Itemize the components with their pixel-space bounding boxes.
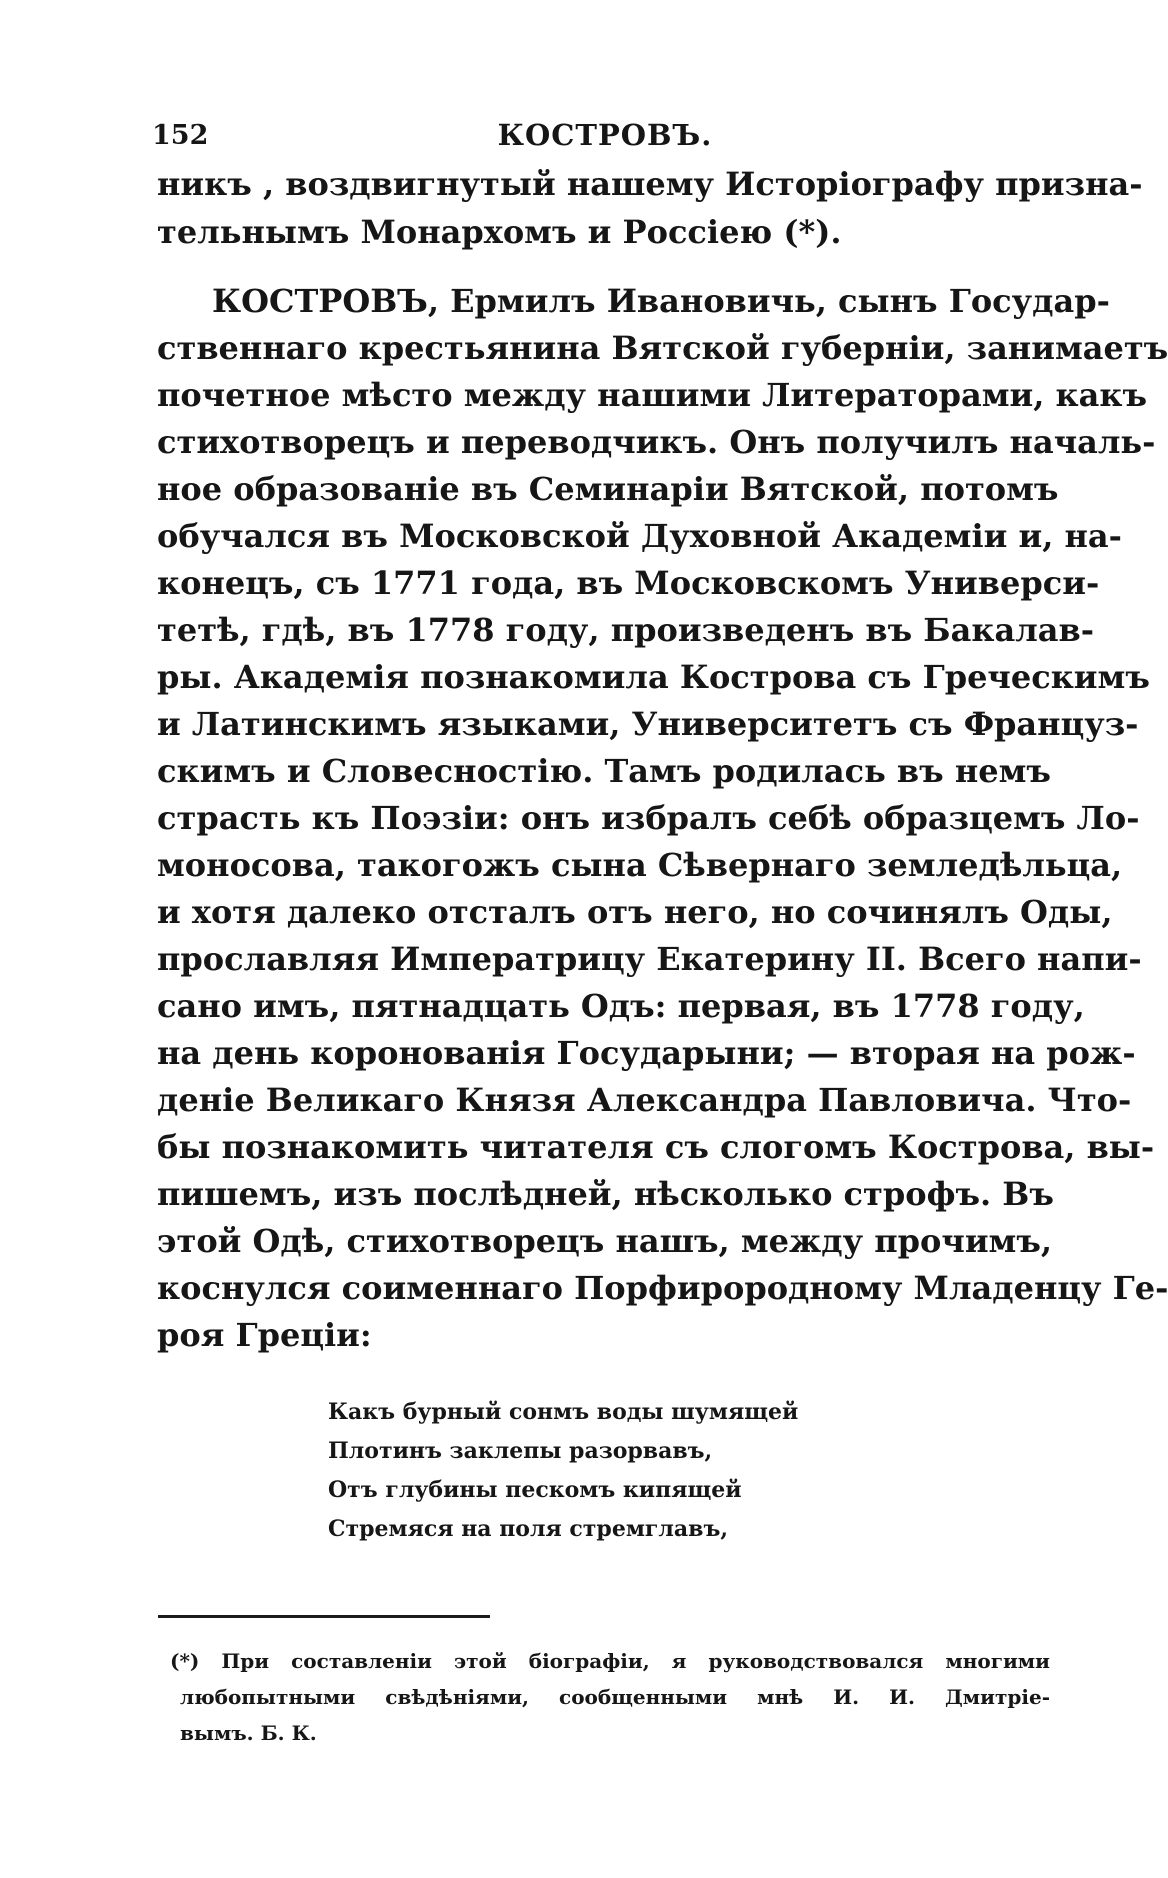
- text-line: ры. Академія познакомила Кострова съ Греческимъ: [157, 658, 1150, 696]
- footnote-divider: [158, 1615, 490, 1618]
- text-line: этой Одѣ, стихотворецъ нашъ, между прочимъ,: [157, 1222, 1053, 1260]
- text-line: ственнаго крестьянина Вятской губерніи, занимаетъ: [157, 329, 1168, 367]
- verse-line: Отъ глубины пескомъ кипящей: [328, 1477, 742, 1503]
- footnote-line: (*) При составленіи этой біографіи, я руководствовался многими: [170, 1649, 1050, 1673]
- text-line: сано имъ, пятнадцать Одъ: первая, въ 1778 году,: [157, 987, 1085, 1025]
- text-line: на день коронованія Государыни; — вторая на рож-: [157, 1034, 1136, 1072]
- verse-line: Стремяся на поля стремглавъ,: [328, 1516, 728, 1542]
- text-line: скимъ и Словесностію. Тамъ родилась въ немъ: [157, 752, 1051, 790]
- verse-line: Какъ бурный сонмъ воды шумящей: [328, 1399, 799, 1425]
- text-line: обучался въ Московской Духовной Академіи и, на-: [157, 517, 1122, 555]
- text-line: страсть къ Поэзіи: онъ избралъ себѣ образцемъ Ло-: [157, 799, 1140, 837]
- text-line: деніе Великаго Князя Александра Павловича. Что-: [157, 1081, 1132, 1119]
- footnote-line: вымъ. Б. К.: [180, 1721, 317, 1745]
- text-line: и хотя далеко отсталъ отъ него, но сочинялъ Оды,: [157, 893, 1113, 931]
- text-line: бы познакомить читателя съ слогомъ Кострова, вы-: [157, 1128, 1155, 1166]
- running-title: КОСТРОВЪ.: [497, 118, 713, 152]
- text-line: коснулся соименнаго Порфирородному Младенцу Ге-: [157, 1269, 1168, 1307]
- text-line: почетное мѣсто между нашими Литераторами, какъ: [157, 376, 1148, 414]
- text-line: КОСТРОВЪ, Ермилъ Ивановичь, сынъ Государ-: [212, 282, 1110, 320]
- text-line: ное образованіе въ Семинаріи Вятской, потомъ: [157, 470, 1059, 508]
- text-line: тельнымъ Монархомъ и Россіею (*).: [157, 213, 842, 251]
- text-line: конецъ, съ 1771 года, въ Московскомъ Универси-: [157, 564, 1100, 602]
- text-line: прославляя Императрицу Екатерину II. Всего напи-: [157, 940, 1142, 978]
- text-line: пишемъ, изъ послѣдней, нѣсколько строфъ. Въ: [157, 1175, 1054, 1213]
- text-line: тетѣ, гдѣ, въ 1778 году, произведенъ въ Бакалав-: [157, 611, 1095, 649]
- text-line: никъ , воздвигнутый нашему Исторіографу призна-: [157, 165, 1143, 203]
- page-number: 152: [152, 120, 209, 151]
- text-line: роя Греціи:: [157, 1316, 372, 1354]
- text-line: стихотворецъ и переводчикъ. Онъ получилъ началь-: [157, 423, 1156, 461]
- text-line: моносова, такогожъ сына Сѣвернаго земледѣльца,: [157, 846, 1123, 884]
- footnote-line: любопытными свѣдѣніями, сообщенными мнѣ И. И. Дмитріе-: [180, 1685, 1050, 1709]
- verse-line: Плотинъ заклепы разорвавъ,: [328, 1438, 713, 1464]
- text-line: и Латинскимъ языками, Университетъ съ Француз-: [157, 705, 1139, 743]
